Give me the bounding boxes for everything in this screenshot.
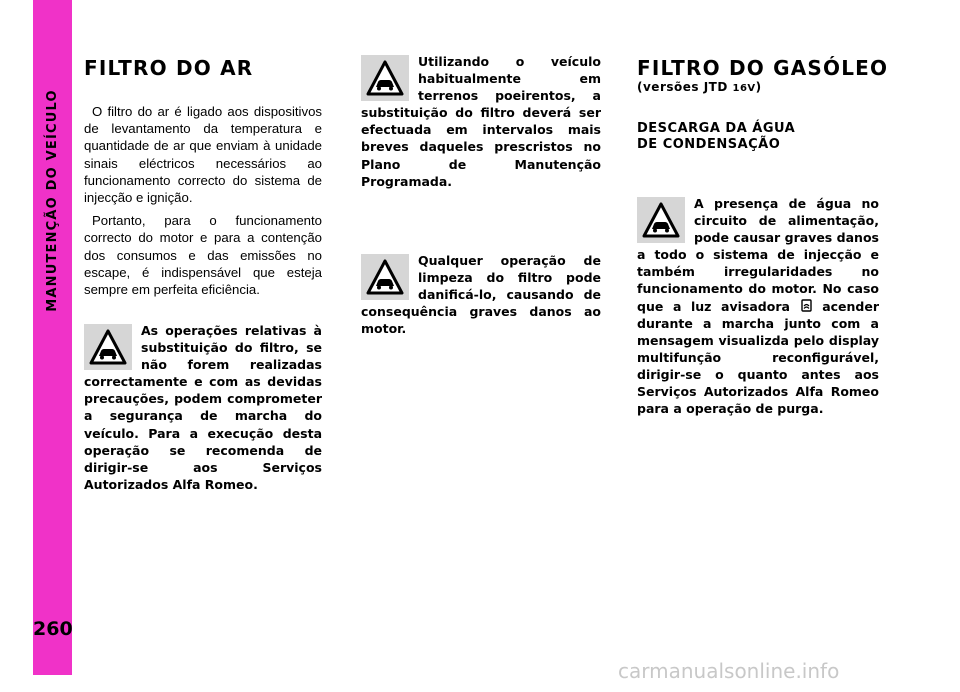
- watermark: carmanualsonline.info: [618, 659, 840, 683]
- subtitle-main: (versões JTD: [637, 80, 728, 94]
- warning-text-water-part1: A presença de água no circuito de alimentação, pode causar graves danos a todo o sistema de injecção e também irregularidades no funcionamento do motor. No caso que a luz avisadora: [637, 196, 879, 314]
- air-filter-body: [84, 103, 322, 304]
- warning-box-cleaning: [361, 252, 601, 337]
- subtitle-end: ): [755, 80, 762, 94]
- air-filter-heading: FILTRO DO AR: [84, 56, 254, 80]
- section-title: MANUTENÇÃO DO VEÍCULO: [45, 88, 60, 312]
- page-number: 260: [33, 618, 73, 640]
- subheading-line-1: DESCARGA DA ÁGUA: [637, 121, 796, 136]
- warning-car-icon: [361, 55, 409, 101]
- subheading-line-2: DE CONDENSAÇÃO: [637, 137, 781, 152]
- air-filter-paragraph-2: Portanto, para o funcionamento correcto do motor e para a contenção dos consumos e das emissões no escape, é indispensável que esteja sempre em perfeita eficiência.: [84, 213, 322, 298]
- air-filter-paragraph-1: O filtro do ar é ligado aos dispositivos de levantamento da temperatura e quantidade de ar que enviam à unidade sinais eléctricos necessários ao funcionamento correcto do sistema de injecção e ignição.: [84, 104, 322, 206]
- warning-text-replacement: As operações relativas à substituição do filtro, se não forem realizadas correctamente e com as devidas precauções, podem comprometer a segurança de marcha do veículo. Para a execução desta operação se recomenda de dirigir-se aos Serviços Autorizados Alfa Romeo.: [84, 323, 322, 492]
- warning-text-cleaning: Qualquer operação de limpeza do filtro pode danificá-lo, causando de consequência graves danos ao motor.: [361, 253, 601, 337]
- warning-car-icon: [84, 324, 132, 370]
- warning-text-water-part2: acender durante a marcha junto com a mensagem visualizda pelo display multifunção reconfigurável, dirigir-se o quanto antes aos Serviços Autorizados Alfa Romeo para a operação de purga.: [637, 298, 880, 417]
- condensation-subheading: [637, 121, 795, 153]
- water-in-fuel-warning-light-icon: [800, 299, 813, 312]
- warning-car-icon: [637, 197, 685, 243]
- section-title-vertical: [33, 0, 72, 400]
- warning-text-dusty-terrain: Utilizando o veículo habitualmente em terrenos poeirentos, a substituição do filtro deverá ser efectuada em intervalos mais breves daqueles prescristos no Plano de Manutenção Programada.: [361, 54, 601, 189]
- subtitle-small: 16V: [732, 83, 756, 94]
- warning-car-icon: [361, 254, 409, 300]
- warning-box-water: [637, 195, 879, 417]
- diesel-filter-subtitle: [637, 80, 762, 94]
- diesel-filter-heading: FILTRO DO GASÓLEO: [637, 56, 889, 80]
- sidebar: [33, 0, 72, 675]
- warning-box-replacement: [84, 322, 322, 493]
- warning-box-dusty-terrain: [361, 53, 601, 190]
